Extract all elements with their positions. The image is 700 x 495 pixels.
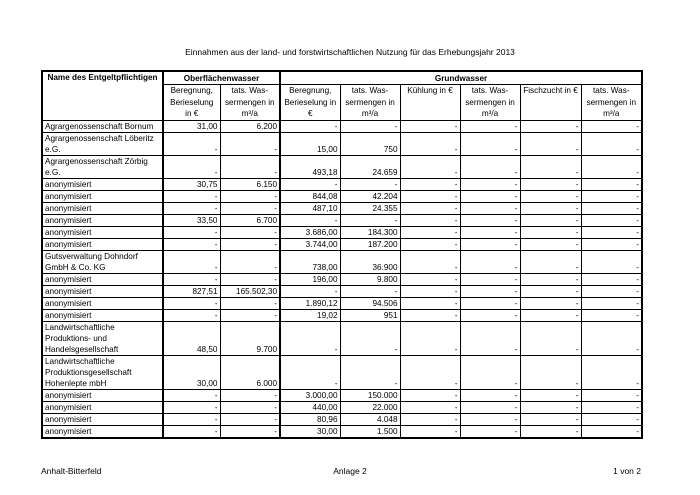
cell-value: - [220, 155, 280, 178]
cell-value: - [400, 178, 460, 190]
cell-value: 24.355 [340, 202, 400, 214]
cell-value: - [220, 190, 280, 202]
table-row [42, 190, 642, 202]
sub-header-ground-irrigation: Beregnung, Berieselung in € [280, 85, 340, 121]
cell-value: - [400, 155, 460, 178]
cell-value: - [280, 321, 340, 355]
cell-value: - [220, 238, 280, 250]
cell-value: - [220, 273, 280, 285]
cell-value: - [400, 190, 460, 202]
cell-value: - [581, 297, 642, 309]
cell-value: - [520, 250, 581, 273]
cell-value: 750 [340, 132, 400, 155]
group-header-surface-water: Oberflächenwasser [163, 71, 280, 85]
cell-value: - [460, 309, 520, 321]
cell-value: - [400, 238, 460, 250]
cell-value: - [520, 178, 581, 190]
cell-value: - [581, 238, 642, 250]
cell-value: - [520, 413, 581, 425]
cell-value: - [280, 355, 340, 389]
cell-value: 196,00 [280, 273, 340, 285]
cell-value: - [460, 285, 520, 297]
cell-value: - [340, 120, 400, 132]
cell-value: - [581, 425, 642, 438]
cell-value: - [460, 273, 520, 285]
cell-value: - [280, 120, 340, 132]
cell-value: 6.200 [220, 120, 280, 132]
cell-value: - [340, 214, 400, 226]
cell-value: - [520, 226, 581, 238]
cell-value: - [163, 202, 220, 214]
cell-value: - [400, 273, 460, 285]
cell-value: - [163, 155, 220, 178]
cell-value: - [400, 425, 460, 438]
cell-value: - [220, 250, 280, 273]
cell-value: 951 [340, 309, 400, 321]
cell-value: - [163, 132, 220, 155]
cell-value: - [280, 178, 340, 190]
footer-district: Anhalt-Bitterfeld [41, 466, 102, 476]
cell-value: 30,00 [163, 355, 220, 389]
cell-value: 9.700 [220, 321, 280, 355]
cell-value: - [400, 120, 460, 132]
cell-value: - [400, 413, 460, 425]
cell-value: - [220, 132, 280, 155]
cell-payer-name: anonymisiert [42, 285, 163, 297]
cell-value: 4.048 [340, 413, 400, 425]
table-row [42, 132, 642, 155]
cell-value: 187.200 [340, 238, 400, 250]
cell-value: - [460, 178, 520, 190]
cell-value: - [520, 355, 581, 389]
cell-value: - [520, 238, 581, 250]
table-row [42, 178, 642, 190]
cell-value: - [280, 214, 340, 226]
cell-value: - [460, 226, 520, 238]
cell-value: - [163, 273, 220, 285]
table-row [42, 238, 642, 250]
cell-value: 36.900 [340, 250, 400, 273]
cell-value: 42.204 [340, 190, 400, 202]
cell-value: - [460, 238, 520, 250]
cell-value: - [163, 226, 220, 238]
cell-payer-name: anonymisiert [42, 297, 163, 309]
cell-payer-name: Gutsverwaltung Dohndorf GmbH & Co. KG [42, 250, 163, 273]
table-row [42, 355, 642, 389]
cell-value: - [581, 309, 642, 321]
cell-value: - [400, 309, 460, 321]
table-row [42, 250, 642, 273]
cell-value: 15,00 [280, 132, 340, 155]
cell-value: - [280, 285, 340, 297]
cell-payer-name: Agrargenossenschaft Zörbig e.G. [42, 155, 163, 178]
cell-value: - [520, 425, 581, 438]
cell-value: - [400, 321, 460, 355]
table-row [42, 413, 642, 425]
cell-value: 6.150 [220, 178, 280, 190]
cell-value: - [340, 178, 400, 190]
sub-header-surface-irrigation: Beregnung, Berieselung in € [163, 85, 220, 121]
cell-value: - [581, 178, 642, 190]
cell-payer-name: Agrargenossenschaft Löberitz e.G. [42, 132, 163, 155]
cell-value: 48,50 [163, 321, 220, 355]
cell-value: 738,00 [280, 250, 340, 273]
cell-value: 827,51 [163, 285, 220, 297]
cell-value: - [520, 285, 581, 297]
cell-value: 165.502,30 [220, 285, 280, 297]
cell-value: - [220, 389, 280, 401]
cell-value: - [581, 190, 642, 202]
fees-table [41, 70, 643, 439]
cell-value: 440,00 [280, 401, 340, 413]
cell-payer-name: anonymisiert [42, 190, 163, 202]
cell-value: - [220, 309, 280, 321]
cell-value: - [460, 202, 520, 214]
cell-value: - [520, 190, 581, 202]
cell-value: - [581, 120, 642, 132]
cell-payer-name: anonymisiert [42, 413, 163, 425]
cell-value: 487,10 [280, 202, 340, 214]
cell-value: - [581, 155, 642, 178]
cell-value: - [520, 309, 581, 321]
table-row [42, 273, 642, 285]
cell-value: - [581, 285, 642, 297]
cell-value: - [400, 202, 460, 214]
cell-value: 80,96 [280, 413, 340, 425]
sub-header-fish-farming: Fischzucht in € [520, 85, 581, 121]
cell-value: - [400, 401, 460, 413]
cell-value: - [520, 155, 581, 178]
cell-value: - [163, 401, 220, 413]
cell-value: - [340, 355, 400, 389]
cell-value: 22.000 [340, 401, 400, 413]
cell-value: - [460, 297, 520, 309]
cell-payer-name: anonymisiert [42, 309, 163, 321]
cell-value: - [220, 401, 280, 413]
cell-value: 1.500 [340, 425, 400, 438]
sub-header-cooling-volume: tats. Was-sermengen in m³/a [460, 85, 520, 121]
footer-attachment: Anlage 2 [333, 466, 367, 476]
cell-value: - [520, 321, 581, 355]
table-row [42, 285, 642, 297]
cell-value: - [520, 401, 581, 413]
cell-value: - [400, 297, 460, 309]
cell-value: 33,50 [163, 214, 220, 226]
cell-value: - [163, 190, 220, 202]
sub-header-cooling: Kühlung in € [400, 85, 460, 121]
cell-payer-name: anonymisiert [42, 178, 163, 190]
cell-value: - [400, 389, 460, 401]
cell-value: - [460, 190, 520, 202]
cell-value: - [400, 132, 460, 155]
table-row [42, 401, 642, 413]
cell-value: - [460, 214, 520, 226]
cell-value: - [460, 355, 520, 389]
cell-value: - [460, 413, 520, 425]
cell-value: - [581, 413, 642, 425]
table-row [42, 155, 642, 178]
cell-value: 19,02 [280, 309, 340, 321]
table-row [42, 202, 642, 214]
cell-value: - [400, 226, 460, 238]
cell-value: - [163, 389, 220, 401]
sub-header-fish-volume: tats. Was-sermengen in m³/a [581, 85, 642, 121]
page-title: Einnahmen aus der land- und forstwirtschaftlichen Nutzung für das Erhebungsjahr 2013 [185, 47, 515, 57]
cell-value: - [220, 425, 280, 438]
cell-value: - [340, 321, 400, 355]
sub-header-surface-volume: tats. Was-sermengen in m³/a [220, 85, 280, 121]
cell-value: - [340, 285, 400, 297]
cell-payer-name: anonymisiert [42, 425, 163, 438]
cell-value: - [163, 425, 220, 438]
cell-value: - [220, 413, 280, 425]
cell-value: - [163, 238, 220, 250]
cell-value: - [520, 120, 581, 132]
group-header-groundwater: Grundwasser [280, 71, 642, 85]
cell-value: - [581, 401, 642, 413]
cell-value: - [400, 355, 460, 389]
cell-value: - [460, 425, 520, 438]
cell-value: - [520, 297, 581, 309]
cell-value: - [460, 155, 520, 178]
cell-value: - [581, 273, 642, 285]
cell-value: 30,00 [280, 425, 340, 438]
cell-value: - [400, 214, 460, 226]
cell-value: - [581, 355, 642, 389]
cell-value: 24.659 [340, 155, 400, 178]
cell-value: - [581, 132, 642, 155]
cell-value: 31,00 [163, 120, 220, 132]
cell-value: - [520, 132, 581, 155]
cell-value: 9.800 [340, 273, 400, 285]
cell-value: - [163, 250, 220, 273]
cell-value: - [460, 401, 520, 413]
cell-value: 30,75 [163, 178, 220, 190]
cell-value: - [460, 120, 520, 132]
cell-payer-name: Landwirtschaftliche Produktionsgesellschaft Hohenlepte mbH [42, 355, 163, 389]
cell-payer-name: anonymisiert [42, 389, 163, 401]
cell-value: - [460, 321, 520, 355]
cell-value: 6.700 [220, 214, 280, 226]
cell-payer-name: anonymisiert [42, 273, 163, 285]
cell-value: - [220, 202, 280, 214]
cell-value: 3.000,00 [280, 389, 340, 401]
cell-payer-name: Landwirtschaftliche Produktions- und Handelsgesellschaft [42, 321, 163, 355]
cell-payer-name: anonymisiert [42, 238, 163, 250]
table-row [42, 309, 642, 321]
cell-value: - [460, 132, 520, 155]
footer-page-number: 1 von 2 [613, 466, 641, 476]
col-header-name: Name des Entgeltpflichtigen [42, 71, 163, 120]
cell-value: 493,18 [280, 155, 340, 178]
cell-value: - [581, 226, 642, 238]
cell-value: - [163, 297, 220, 309]
table-row [42, 214, 642, 226]
cell-value: - [581, 321, 642, 355]
cell-value: - [581, 389, 642, 401]
cell-value: 3.686,00 [280, 226, 340, 238]
table-row [42, 425, 642, 438]
cell-value: - [520, 202, 581, 214]
cell-value: 6.000 [220, 355, 280, 389]
cell-value: 150.000 [340, 389, 400, 401]
cell-value: - [163, 309, 220, 321]
cell-value: 184.300 [340, 226, 400, 238]
cell-value: - [220, 297, 280, 309]
cell-value: - [581, 250, 642, 273]
cell-payer-name: anonymisiert [42, 401, 163, 413]
cell-value: 844,08 [280, 190, 340, 202]
table-row [42, 321, 642, 355]
cell-value: - [520, 214, 581, 226]
cell-value: - [220, 226, 280, 238]
table-row [42, 120, 642, 132]
header-row-groups [42, 71, 642, 85]
sub-header-ground-volume: tats. Was-sermengen in m³/a [340, 85, 400, 121]
cell-payer-name: anonymisiert [42, 226, 163, 238]
cell-payer-name: Agrargenossenschaft Bornum [42, 120, 163, 132]
table-row [42, 297, 642, 309]
cell-value: - [520, 273, 581, 285]
table-row [42, 226, 642, 238]
table-row [42, 389, 642, 401]
cell-value: - [460, 389, 520, 401]
cell-value: - [460, 250, 520, 273]
cell-payer-name: anonymisiert [42, 214, 163, 226]
cell-value: 94.506 [340, 297, 400, 309]
cell-value: 3.744,00 [280, 238, 340, 250]
cell-value: 1.890,12 [280, 297, 340, 309]
cell-value: - [400, 285, 460, 297]
cell-value: - [581, 214, 642, 226]
cell-value: - [163, 413, 220, 425]
cell-payer-name: anonymisiert [42, 202, 163, 214]
cell-value: - [581, 202, 642, 214]
cell-value: - [400, 250, 460, 273]
cell-value: - [520, 389, 581, 401]
